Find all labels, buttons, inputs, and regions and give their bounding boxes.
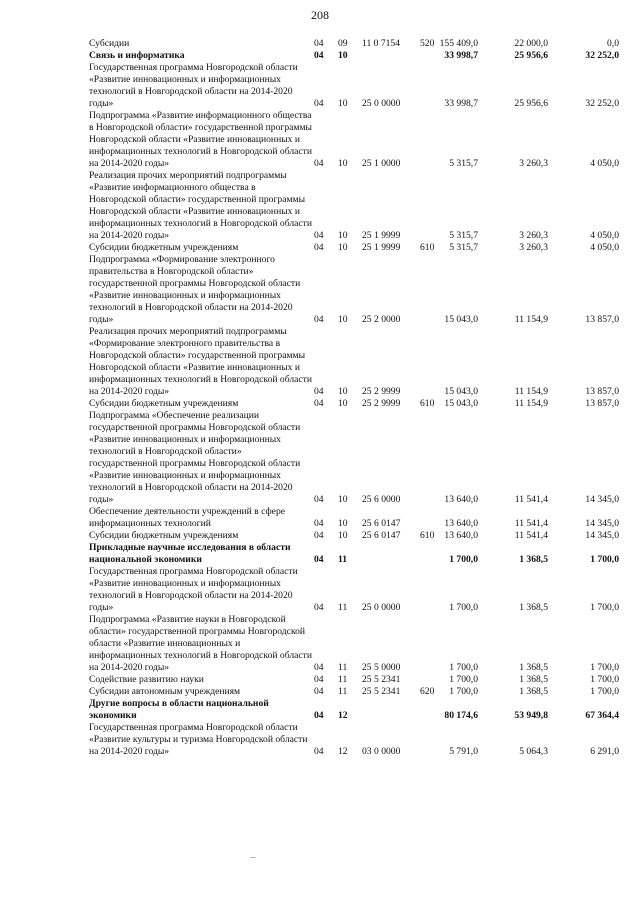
subsection-code: 10	[338, 518, 348, 529]
table-row	[89, 62, 619, 110]
amount-year-2: 1 368,5	[519, 602, 548, 613]
row-name: Государственная программа Новгородской области «Развитие культуры и туризма Новгородской области на 2014-2020 годы»	[89, 722, 308, 757]
subsection-code: 10	[338, 314, 348, 325]
amount-year-1: 1 700,0	[449, 602, 478, 613]
amount-year-2: 22 000,0	[514, 38, 548, 49]
section-code: 04	[314, 50, 324, 61]
amount-year-1: 5 315,7	[449, 230, 478, 241]
amount-year-2: 1 368,5	[519, 674, 548, 685]
table-row	[89, 506, 619, 530]
row-name: Государственная программа Новгородской области «Развитие инновационных и информационных технологий в Новгородской области на 2014-2020 годы»	[89, 566, 298, 613]
budget-table	[89, 38, 619, 758]
row-name: Субсидии бюджетным учреждениям	[89, 242, 239, 253]
table-row	[89, 50, 619, 62]
amount-year-1: 1 700,0	[449, 554, 478, 565]
target-article-code: 25 5 2341	[362, 674, 401, 685]
row-name: Другие вопросы в области национальной экономики	[89, 698, 269, 721]
target-article-code: 25 1 9999	[362, 242, 401, 253]
table-row	[89, 698, 619, 722]
subsection-code: 11	[338, 686, 348, 697]
target-article-code: 25 5 2341	[362, 686, 401, 697]
amount-year-3: 6 291,0	[590, 746, 619, 757]
section-code: 04	[314, 242, 324, 253]
subsection-code: 10	[338, 242, 348, 253]
amount-year-3: 32 252,0	[585, 98, 619, 109]
subsection-code: 10	[338, 50, 348, 61]
row-name: Подпрограмма «Развитие науки в Новгородской области» государственной программы Новгородской области «Развитие инновационных и информационных технологий в Новгородской области на 2014-2020 годы»	[89, 614, 312, 673]
amount-year-1: 155 409,0	[439, 38, 478, 49]
subsection-code: 10	[338, 98, 348, 109]
target-article-code: 25 2 9999	[362, 398, 401, 409]
row-name: Подпрограмма «Обеспечение реализации государственной программы Новгородской области «Развитие инновационных и информационных технологий в Новгородской области» государственной программы Новгородской области «Развитие инновационных и информационных технологий в Новгородской области на 2014-2020 годы»	[89, 410, 301, 505]
target-article-code: 25 0 0000	[362, 602, 401, 613]
expense-type-code: 520	[420, 38, 435, 49]
amount-year-3: 1 700,0	[590, 602, 619, 613]
amount-year-3: 14 345,0	[585, 494, 619, 505]
section-code: 04	[314, 746, 324, 757]
target-article-code: 03 0 0000	[362, 746, 401, 757]
row-name: Содействие развитию науки	[89, 674, 204, 685]
table-row	[89, 110, 619, 170]
subsection-code: 10	[338, 386, 348, 397]
subsection-code: 10	[338, 230, 348, 241]
row-name: Подпрограмма «Развитие информационного общества в Новгородской области» государственной программы Новгородской области «Развитие инновационных и информационных технологий в Новгородской области на 2014-2020 годы»	[89, 110, 312, 169]
amount-year-3: 13 857,0	[585, 398, 619, 409]
subsection-code: 12	[338, 746, 348, 757]
target-article-code: 25 6 0000	[362, 494, 401, 505]
section-code: 04	[314, 554, 324, 565]
expense-type-code: 610	[420, 242, 435, 253]
section-code: 04	[314, 398, 324, 409]
table-row	[89, 38, 619, 50]
target-article-code: 25 1 0000	[362, 158, 401, 169]
amount-year-3: 1 700,0	[590, 674, 619, 685]
target-article-code: 25 6 0147	[362, 530, 401, 541]
amount-year-3: 1 700,0	[590, 554, 619, 565]
target-article-code: 25 0 0000	[362, 98, 401, 109]
section-code: 04	[314, 602, 324, 613]
row-name: Связь и информатика	[89, 50, 185, 61]
amount-year-1: 15 043,0	[444, 386, 478, 397]
page-number: 208	[311, 8, 329, 22]
amount-year-2: 11 541,4	[514, 530, 548, 541]
table-row	[89, 722, 619, 758]
table-row	[89, 686, 619, 698]
target-article-code: 25 1 9999	[362, 230, 401, 241]
amount-year-2: 5 064,3	[519, 746, 548, 757]
section-code: 04	[314, 710, 324, 721]
table-row	[89, 542, 619, 566]
subsection-code: 10	[338, 398, 348, 409]
section-code: 04	[314, 494, 324, 505]
amount-year-2: 3 260,3	[519, 242, 548, 253]
amount-year-1: 13 640,0	[444, 530, 478, 541]
row-name: Реализация прочих мероприятий подпрограммы «Развитие информационного общества в Новгородской области» государственной программы Новгородской области «Развитие инновационных и информационных технологий в Новгородской области на 2014-2020 годы»	[89, 170, 312, 241]
amount-year-2: 53 949,8	[514, 710, 548, 721]
table-row	[89, 674, 619, 686]
table-row	[89, 566, 619, 614]
amount-year-3: 1 700,0	[590, 686, 619, 697]
amount-year-1: 15 043,0	[444, 314, 478, 325]
section-code: 04	[314, 386, 324, 397]
amount-year-2: 11 154,9	[514, 398, 548, 409]
row-name: Реализация прочих мероприятий подпрограммы «Формирование электронного правительства в Новгородской области» государственной программы Новгородской области «Развитие инновационных и информационных технологий в Новгородской области на 2014-2020 годы»	[89, 326, 312, 397]
table-row	[89, 614, 619, 674]
section-code: 04	[314, 314, 324, 325]
amount-year-1: 33 998,7	[444, 98, 478, 109]
expense-type-code: 610	[420, 530, 435, 541]
amount-year-3: 1 700,0	[590, 662, 619, 673]
amount-year-2: 3 260,3	[519, 158, 548, 169]
row-name: Государственная программа Новгородской области «Развитие инновационных и информационных технологий в Новгородской области на 2014-2020 годы»	[89, 62, 298, 109]
table-row	[89, 254, 619, 326]
section-code: 04	[314, 686, 324, 697]
row-name: Субсидии автономным учреждениям	[89, 686, 241, 697]
section-code: 04	[314, 98, 324, 109]
section-code: 04	[314, 158, 324, 169]
subsection-code: 10	[338, 494, 348, 505]
row-name: Субсидии бюджетным учреждениям	[89, 398, 239, 409]
row-name: Прикладные научные исследования в области национальной экономики	[89, 542, 291, 565]
amount-year-1: 33 998,7	[444, 50, 478, 61]
amount-year-1: 5 315,7	[449, 158, 478, 169]
amount-year-2: 25 956,6	[514, 50, 548, 61]
subsection-code: 09	[338, 38, 348, 49]
amount-year-3: 0,0	[607, 38, 619, 49]
target-article-code: 25 2 9999	[362, 386, 401, 397]
subsection-code: 12	[338, 710, 348, 721]
amount-year-1: 5 315,7	[449, 242, 478, 253]
target-article-code: 25 5 0000	[362, 662, 401, 673]
amount-year-1: 15 043,0	[444, 398, 478, 409]
amount-year-1: 13 640,0	[444, 518, 478, 529]
scan-mark	[250, 857, 256, 858]
amount-year-1: 5 791,0	[449, 746, 478, 757]
target-article-code: 25 6 0147	[362, 518, 401, 529]
amount-year-2: 11 541,4	[514, 494, 548, 505]
table-row	[89, 242, 619, 254]
amount-year-2: 1 368,5	[519, 686, 548, 697]
subsection-code: 11	[338, 662, 348, 673]
table-row	[89, 398, 619, 410]
amount-year-1: 1 700,0	[449, 686, 478, 697]
amount-year-2: 1 368,5	[519, 662, 548, 673]
subsection-code: 10	[338, 158, 348, 169]
amount-year-3: 32 252,0	[585, 50, 619, 61]
amount-year-3: 14 345,0	[585, 530, 619, 541]
amount-year-1: 1 700,0	[449, 662, 478, 673]
amount-year-3: 14 345,0	[585, 518, 619, 529]
subsection-code: 11	[338, 602, 348, 613]
amount-year-2: 3 260,3	[519, 230, 548, 241]
table-row	[89, 326, 619, 398]
subsection-code: 10	[338, 530, 348, 541]
target-article-code: 11 0 7154	[362, 38, 401, 49]
subsection-code: 11	[338, 554, 348, 565]
table-row	[89, 170, 619, 242]
amount-year-2: 11 154,9	[514, 314, 548, 325]
section-code: 04	[314, 230, 324, 241]
amount-year-3: 4 050,0	[590, 158, 619, 169]
amount-year-3: 67 364,4	[585, 710, 619, 721]
amount-year-3: 4 050,0	[590, 230, 619, 241]
amount-year-1: 80 174,6	[444, 710, 478, 721]
section-code: 04	[314, 530, 324, 541]
amount-year-3: 13 857,0	[585, 386, 619, 397]
table-row	[89, 530, 619, 542]
amount-year-3: 13 857,0	[585, 314, 619, 325]
amount-year-1: 1 700,0	[449, 674, 478, 685]
amount-year-2: 11 541,4	[514, 518, 548, 529]
amount-year-2: 1 368,5	[519, 554, 548, 565]
amount-year-1: 13 640,0	[444, 494, 478, 505]
amount-year-2: 25 956,6	[514, 98, 548, 109]
expense-type-code: 610	[420, 398, 435, 409]
amount-year-3: 4 050,0	[590, 242, 619, 253]
target-article-code: 25 2 0000	[362, 314, 401, 325]
amount-year-2: 11 154,9	[514, 386, 548, 397]
row-name: Подпрограмма «Формирование электронного правительства в Новгородской области» государственной программы Новгородской области «Развитие инновационных и информационных технологий в Новгородской области на 2014-2020 годы»	[89, 254, 301, 325]
row-name: Обеспечение деятельности учреждений в сфере информационных технологий	[89, 506, 285, 529]
section-code: 04	[314, 674, 324, 685]
table-row	[89, 410, 619, 506]
section-code: 04	[314, 662, 324, 673]
row-name: Субсидии	[89, 38, 130, 49]
subsection-code: 11	[338, 674, 348, 685]
expense-type-code: 620	[420, 686, 435, 697]
section-code: 04	[314, 518, 324, 529]
section-code: 04	[314, 38, 324, 49]
row-name: Субсидии бюджетным учреждениям	[89, 530, 239, 541]
